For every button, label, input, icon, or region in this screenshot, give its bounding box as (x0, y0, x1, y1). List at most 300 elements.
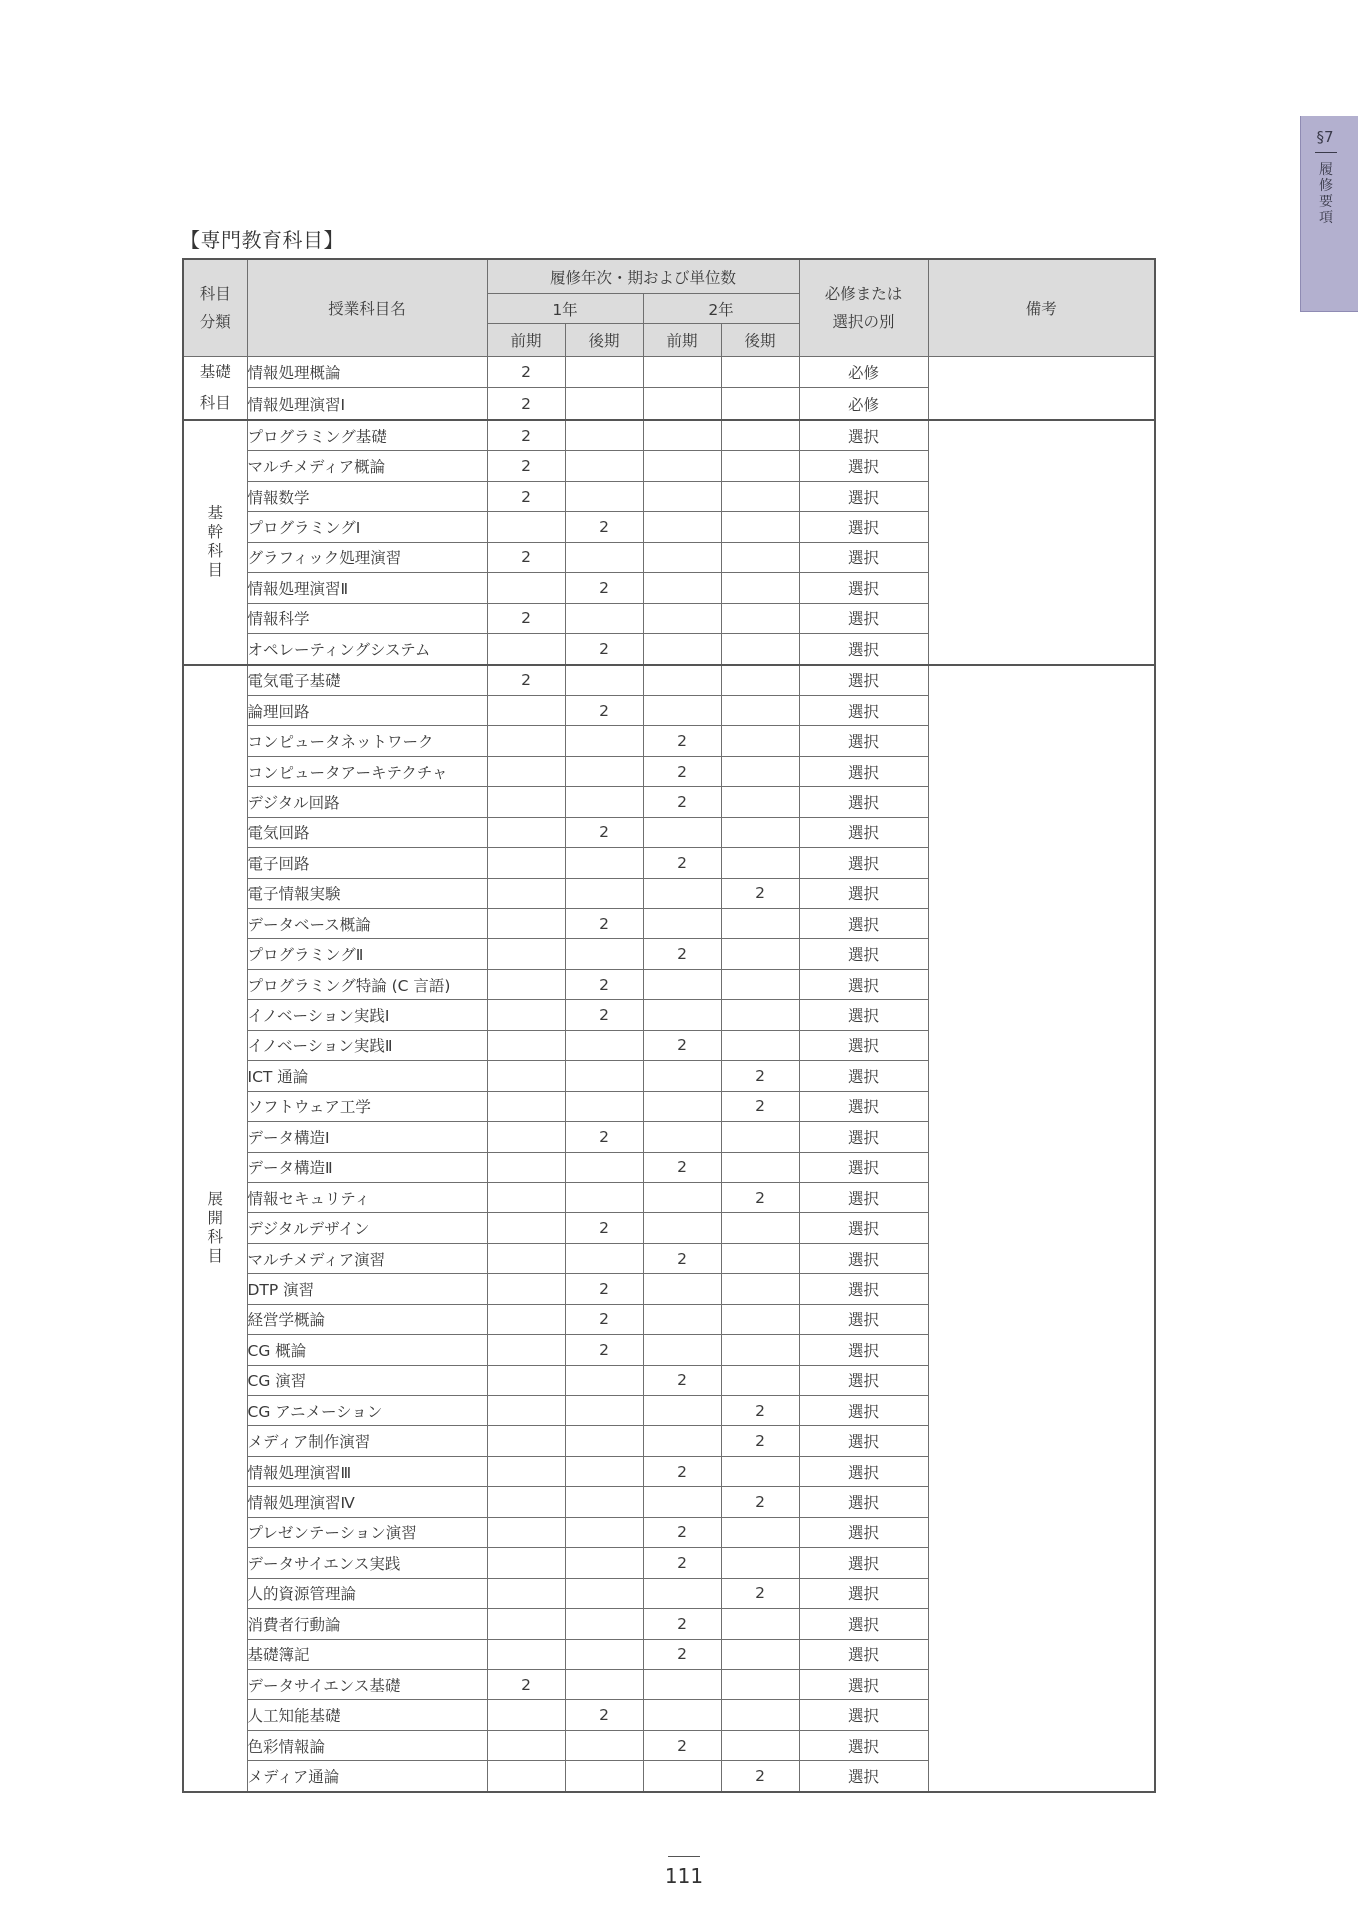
unit-cell (487, 1639, 565, 1669)
unit-cell: 2 (721, 1761, 799, 1792)
required-elective-cell: 選択 (799, 726, 928, 756)
unit-cell (643, 573, 721, 603)
required-elective-cell: 選択 (799, 1761, 928, 1792)
course-name-cell: ICT 通論 (247, 1061, 487, 1091)
category-cell (183, 357, 247, 421)
required-elective-cell: 必修 (799, 388, 928, 420)
unit-cell (643, 1182, 721, 1212)
unit-cell (643, 1426, 721, 1456)
unit-cell (487, 1182, 565, 1212)
unit-cell (565, 420, 643, 451)
course-name-cell: 経営学概論 (247, 1304, 487, 1334)
course-name-cell: イノベーション実践Ⅰ (247, 1000, 487, 1030)
course-name-cell: 情報処理演習Ⅰ (247, 388, 487, 420)
unit-cell: 2 (643, 939, 721, 969)
unit-cell: 2 (721, 1426, 799, 1456)
required-elective-cell: 選択 (799, 1396, 928, 1426)
unit-cell: 2 (565, 817, 643, 847)
unit-cell: 2 (643, 1548, 721, 1578)
unit-cell (565, 357, 643, 388)
unit-cell: 2 (487, 542, 565, 572)
category-label-line: 基礎 (199, 363, 231, 381)
unit-cell (487, 1000, 565, 1030)
unit-cell (721, 357, 799, 388)
unit-cell (721, 939, 799, 969)
course-name-cell: データベース概論 (247, 909, 487, 939)
unit-cell (487, 1396, 565, 1426)
unit-cell (487, 1061, 565, 1091)
course-name-cell: オペレーティングシステム (247, 634, 487, 665)
page-number: 111 (664, 1864, 704, 1888)
required-elective-cell: 選択 (799, 1274, 928, 1304)
unit-cell (565, 1669, 643, 1699)
unit-cell (565, 1061, 643, 1091)
unit-cell (721, 1335, 799, 1365)
header-remarks: 備考 (928, 259, 1155, 357)
unit-cell: 2 (643, 1365, 721, 1395)
unit-cell (487, 817, 565, 847)
unit-cell (643, 1578, 721, 1608)
unit-cell (565, 481, 643, 511)
unit-cell (487, 1426, 565, 1456)
unit-cell (565, 1487, 643, 1517)
unit-cell: 2 (565, 1335, 643, 1365)
unit-cell (721, 420, 799, 451)
header-category (183, 259, 247, 357)
unit-cell (487, 1456, 565, 1486)
unit-cell (565, 1517, 643, 1547)
unit-cell (487, 726, 565, 756)
remarks-cell (928, 665, 1155, 1792)
unit-cell (721, 451, 799, 481)
unit-cell (643, 1700, 721, 1730)
required-elective-cell: 選択 (799, 817, 928, 847)
required-elective-cell: 選択 (799, 451, 928, 481)
required-elective-cell: 選択 (799, 542, 928, 572)
unit-cell (643, 1761, 721, 1792)
header-course-name: 授業科目名 (247, 259, 487, 357)
unit-cell (721, 1213, 799, 1243)
unit-cell (487, 939, 565, 969)
unit-cell: 2 (565, 1700, 643, 1730)
header-category-line1: 科目 (199, 285, 231, 303)
unit-cell: 2 (487, 481, 565, 511)
unit-cell (643, 481, 721, 511)
unit-cell (565, 542, 643, 572)
course-name-cell: 電気電子基礎 (247, 665, 487, 696)
unit-cell (565, 756, 643, 786)
unit-cell: 2 (643, 1639, 721, 1669)
unit-cell (487, 1030, 565, 1060)
required-elective-cell: 選択 (799, 878, 928, 908)
course-name-cell: 電子回路 (247, 848, 487, 878)
course-name-cell: プログラミング特論 (C 言語) (247, 969, 487, 999)
unit-cell (565, 1396, 643, 1426)
unit-cell (487, 1517, 565, 1547)
unit-cell: 2 (643, 1456, 721, 1486)
unit-cell (487, 573, 565, 603)
unit-cell (721, 1456, 799, 1486)
unit-cell (721, 1548, 799, 1578)
table-row (183, 420, 1155, 451)
unit-cell (565, 603, 643, 633)
unit-cell (565, 1243, 643, 1273)
course-name-cell: コンピュータアーキテクチャ (247, 756, 487, 786)
remarks-cell (928, 357, 1155, 421)
unit-cell: 2 (643, 1030, 721, 1060)
unit-cell (643, 665, 721, 696)
unit-cell (487, 848, 565, 878)
unit-cell: 2 (721, 1091, 799, 1121)
unit-cell (565, 451, 643, 481)
course-name-cell: 情報セキュリティ (247, 1182, 487, 1212)
unit-cell: 2 (643, 848, 721, 878)
course-name-cell: 基礎簿記 (247, 1639, 487, 1669)
unit-cell (487, 1609, 565, 1639)
unit-cell (643, 512, 721, 542)
required-elective-cell: 選択 (799, 695, 928, 725)
unit-cell (643, 357, 721, 388)
unit-cell (721, 695, 799, 725)
unit-cell: 2 (643, 787, 721, 817)
header-required-elective (799, 259, 928, 357)
unit-cell (721, 1517, 799, 1547)
unit-cell: 2 (565, 1274, 643, 1304)
unit-cell (487, 878, 565, 908)
unit-cell (565, 1091, 643, 1121)
unit-cell (565, 1182, 643, 1212)
unit-cell (565, 1456, 643, 1486)
unit-cell (487, 1243, 565, 1273)
unit-cell (565, 787, 643, 817)
section-title: 【専門教育科目】 (180, 228, 344, 252)
unit-cell (487, 1091, 565, 1121)
course-name-cell: 情報数学 (247, 481, 487, 511)
course-name-cell: 論理回路 (247, 695, 487, 725)
course-name-cell: プレゼンテーション演習 (247, 1517, 487, 1547)
category-cell (183, 420, 247, 665)
course-name-cell: プログラミングⅠ (247, 512, 487, 542)
header-y2-second: 後期 (721, 324, 799, 357)
remarks-cell (928, 420, 1155, 665)
unit-cell (487, 634, 565, 665)
unit-cell (721, 848, 799, 878)
unit-cell (487, 695, 565, 725)
course-name-cell: DTP 演習 (247, 1274, 487, 1304)
unit-cell (721, 817, 799, 847)
required-elective-cell: 選択 (799, 1578, 928, 1608)
header-y1-first: 前期 (487, 324, 565, 357)
unit-cell (721, 1365, 799, 1395)
course-name-cell: デジタル回路 (247, 787, 487, 817)
section-side-tab (1300, 116, 1358, 312)
required-elective-cell: 選択 (799, 1365, 928, 1395)
unit-cell (643, 1335, 721, 1365)
required-elective-cell: 選択 (799, 1213, 928, 1243)
header-y2-first: 前期 (643, 324, 721, 357)
course-name-cell: 情報処理演習Ⅲ (247, 1456, 487, 1486)
required-elective-cell: 選択 (799, 603, 928, 633)
required-elective-cell: 選択 (799, 1730, 928, 1760)
unit-cell (721, 665, 799, 696)
section-number: §7 (1316, 128, 1334, 146)
unit-cell (487, 1365, 565, 1395)
unit-cell (643, 603, 721, 633)
unit-cell (643, 1091, 721, 1121)
unit-cell (565, 1578, 643, 1608)
course-name-cell: データサイエンス実践 (247, 1548, 487, 1578)
required-elective-cell: 選択 (799, 1639, 928, 1669)
table-header (183, 259, 1155, 357)
unit-cell (565, 1639, 643, 1669)
unit-cell (487, 512, 565, 542)
unit-cell (721, 1700, 799, 1730)
unit-cell (721, 481, 799, 511)
unit-cell: 2 (565, 1213, 643, 1243)
unit-cell (643, 695, 721, 725)
unit-cell: 2 (487, 665, 565, 696)
course-name-cell: グラフィック処理演習 (247, 542, 487, 572)
required-elective-cell: 選択 (799, 1122, 928, 1152)
header-req-line1: 必修または (824, 285, 903, 303)
course-name-cell: 情報科学 (247, 603, 487, 633)
unit-cell (721, 603, 799, 633)
required-elective-cell: 選択 (799, 1669, 928, 1699)
course-name-cell: CG 概論 (247, 1335, 487, 1365)
unit-cell: 2 (643, 1609, 721, 1639)
unit-cell (721, 388, 799, 420)
table-body (183, 357, 1155, 1792)
required-elective-cell: 選択 (799, 1030, 928, 1060)
course-name-cell: デジタルデザイン (247, 1213, 487, 1243)
course-name-cell: 電気回路 (247, 817, 487, 847)
header-y1-second: 後期 (565, 324, 643, 357)
section-label: 履修要項 (1319, 162, 1333, 226)
unit-cell (487, 1548, 565, 1578)
page-number-rule (668, 1856, 700, 1857)
unit-cell: 2 (565, 512, 643, 542)
unit-cell: 2 (643, 1730, 721, 1760)
unit-cell (721, 756, 799, 786)
required-elective-cell: 選択 (799, 909, 928, 939)
required-elective-cell: 選択 (799, 1609, 928, 1639)
unit-cell (643, 1000, 721, 1030)
unit-cell (721, 909, 799, 939)
unit-cell (487, 1487, 565, 1517)
required-elective-cell: 選択 (799, 1700, 928, 1730)
course-name-cell: メディア制作演習 (247, 1426, 487, 1456)
unit-cell (565, 939, 643, 969)
unit-cell (487, 787, 565, 817)
unit-cell: 2 (487, 357, 565, 388)
course-name-cell: イノベーション実践Ⅱ (247, 1030, 487, 1060)
course-name-cell: 消費者行動論 (247, 1609, 487, 1639)
header-year1: 1年 (487, 294, 643, 324)
category-label: 基幹科目 (207, 504, 223, 580)
unit-cell (643, 1061, 721, 1091)
course-name-cell: 情報処理概論 (247, 357, 487, 388)
required-elective-cell: 選択 (799, 939, 928, 969)
unit-cell (487, 1152, 565, 1182)
unit-cell (565, 726, 643, 756)
unit-cell (721, 787, 799, 817)
required-elective-cell: 選択 (799, 787, 928, 817)
unit-cell (643, 1669, 721, 1699)
unit-cell (565, 1426, 643, 1456)
course-name-cell: データ構造Ⅰ (247, 1122, 487, 1152)
course-name-cell: 人的資源管理論 (247, 1578, 487, 1608)
unit-cell (487, 1304, 565, 1334)
unit-cell (565, 848, 643, 878)
course-name-cell: プログラミング基礎 (247, 420, 487, 451)
unit-cell (721, 573, 799, 603)
course-name-cell: プログラミングⅡ (247, 939, 487, 969)
unit-cell (643, 1396, 721, 1426)
course-name-cell: 色彩情報論 (247, 1730, 487, 1760)
unit-cell (643, 420, 721, 451)
course-name-cell: 人工知能基礎 (247, 1700, 487, 1730)
curriculum-table (182, 258, 1156, 1793)
unit-cell: 2 (643, 1152, 721, 1182)
unit-cell (721, 1639, 799, 1669)
unit-cell (721, 512, 799, 542)
course-name-cell: 情報処理演習Ⅳ (247, 1487, 487, 1517)
unit-cell (643, 542, 721, 572)
unit-cell (643, 1122, 721, 1152)
course-name-cell: データ構造Ⅱ (247, 1152, 487, 1182)
side-tab-divider (1315, 152, 1337, 153)
unit-cell (721, 1730, 799, 1760)
required-elective-cell: 選択 (799, 1182, 928, 1212)
unit-cell: 2 (565, 909, 643, 939)
unit-cell (487, 1335, 565, 1365)
header-year2: 2年 (643, 294, 799, 324)
course-name-cell: CG アニメーション (247, 1396, 487, 1426)
unit-cell: 2 (643, 1517, 721, 1547)
required-elective-cell: 選択 (799, 1517, 928, 1547)
required-elective-cell: 選択 (799, 1000, 928, 1030)
header-req-line2: 選択の別 (832, 313, 895, 331)
category-label-line: 科目 (199, 394, 231, 412)
unit-cell (643, 634, 721, 665)
course-name-cell: メディア通論 (247, 1761, 487, 1792)
course-name-cell: マルチメディア演習 (247, 1243, 487, 1273)
unit-cell (643, 1274, 721, 1304)
category-cell (183, 665, 247, 1792)
unit-cell (487, 909, 565, 939)
required-elective-cell: 選択 (799, 634, 928, 665)
unit-cell (721, 1122, 799, 1152)
course-name-cell: データサイエンス基礎 (247, 1669, 487, 1699)
required-elective-cell: 選択 (799, 1061, 928, 1091)
unit-cell: 2 (721, 1182, 799, 1212)
unit-cell (721, 1243, 799, 1273)
unit-cell (721, 542, 799, 572)
unit-cell (643, 878, 721, 908)
unit-cell (487, 969, 565, 999)
header-category-line2: 分類 (199, 313, 231, 331)
unit-cell (487, 1730, 565, 1760)
unit-cell (643, 451, 721, 481)
required-elective-cell: 選択 (799, 1243, 928, 1273)
unit-cell (565, 388, 643, 420)
unit-cell (565, 1730, 643, 1760)
required-elective-cell: 選択 (799, 1548, 928, 1578)
unit-cell (721, 1609, 799, 1639)
unit-cell (643, 1213, 721, 1243)
course-name-cell: マルチメディア概論 (247, 451, 487, 481)
unit-cell (643, 817, 721, 847)
unit-cell (721, 1030, 799, 1060)
unit-cell: 2 (721, 1578, 799, 1608)
unit-cell: 2 (487, 420, 565, 451)
category-label: 展開科目 (207, 1190, 223, 1266)
unit-cell (643, 909, 721, 939)
unit-cell: 2 (721, 1061, 799, 1091)
unit-cell (565, 1609, 643, 1639)
unit-cell: 2 (565, 969, 643, 999)
unit-cell (721, 1304, 799, 1334)
unit-cell: 2 (565, 1122, 643, 1152)
unit-cell (721, 1152, 799, 1182)
unit-cell: 2 (565, 573, 643, 603)
unit-cell: 2 (721, 1487, 799, 1517)
unit-cell (487, 1700, 565, 1730)
required-elective-cell: 選択 (799, 665, 928, 696)
required-elective-cell: 選択 (799, 1335, 928, 1365)
required-elective-cell: 必修 (799, 357, 928, 388)
unit-cell: 2 (721, 878, 799, 908)
unit-cell (487, 1761, 565, 1792)
required-elective-cell: 選択 (799, 1304, 928, 1334)
unit-cell (487, 1122, 565, 1152)
unit-cell (643, 1304, 721, 1334)
unit-cell: 2 (643, 726, 721, 756)
unit-cell (565, 1030, 643, 1060)
unit-cell (721, 1000, 799, 1030)
required-elective-cell: 選択 (799, 756, 928, 786)
table-row (183, 665, 1155, 696)
unit-cell: 2 (487, 388, 565, 420)
unit-cell: 2 (487, 603, 565, 633)
course-name-cell: 電子情報実験 (247, 878, 487, 908)
unit-cell (643, 969, 721, 999)
required-elective-cell: 選択 (799, 969, 928, 999)
required-elective-cell: 選択 (799, 420, 928, 451)
required-elective-cell: 選択 (799, 848, 928, 878)
unit-cell (565, 665, 643, 696)
unit-cell (487, 1274, 565, 1304)
required-elective-cell: 選択 (799, 573, 928, 603)
unit-cell (565, 878, 643, 908)
required-elective-cell: 選択 (799, 1152, 928, 1182)
required-elective-cell: 選択 (799, 1426, 928, 1456)
required-elective-cell: 選択 (799, 1456, 928, 1486)
unit-cell: 2 (721, 1396, 799, 1426)
required-elective-cell: 選択 (799, 1091, 928, 1121)
required-elective-cell: 選択 (799, 481, 928, 511)
unit-cell (487, 1578, 565, 1608)
required-elective-cell: 選択 (799, 512, 928, 542)
unit-cell (721, 1669, 799, 1699)
unit-cell (643, 1487, 721, 1517)
unit-cell (721, 726, 799, 756)
unit-cell (721, 634, 799, 665)
unit-cell (565, 1548, 643, 1578)
course-name-cell: CG 演習 (247, 1365, 487, 1395)
unit-cell (565, 1761, 643, 1792)
unit-cell (643, 388, 721, 420)
